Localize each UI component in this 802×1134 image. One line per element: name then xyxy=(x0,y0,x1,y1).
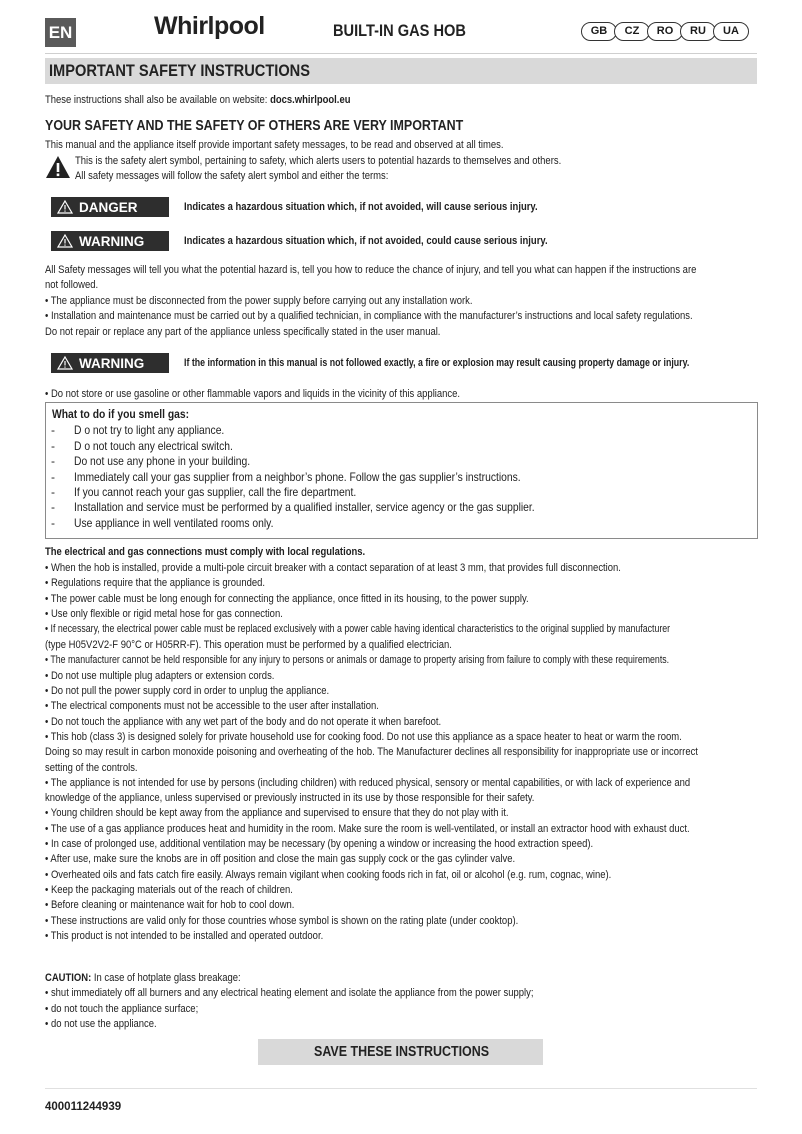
warning-fire-label: WARNING xyxy=(79,355,145,371)
intro-line-2: This is the safety alert symbol, pertaining to safety, which alerts users to potential hazards to themselves and others. xyxy=(75,155,562,167)
warning-triangle-icon xyxy=(57,200,73,214)
country-code-ru: RU xyxy=(680,22,716,41)
country-code-cz: CZ xyxy=(614,22,650,41)
bullet-line: setting of the controls. xyxy=(45,762,138,774)
intro-line-3: All safety messages will follow the safety alert symbol and either the terms: xyxy=(75,170,389,182)
bullet-installation-cont: Do not repair or replace any part of the appliance unless specifically stated in the user manual. xyxy=(45,326,441,338)
gas-item: - Use appliance in well ventilated rooms only. xyxy=(51,516,274,530)
caution-text: In case of hotplate glass breakage: xyxy=(91,972,241,984)
bullet-line: • This hob (class 3) is designed solely for private household use for cooking food. Do not use this appliance as a space heater to heat or warm the room. xyxy=(45,731,682,743)
safety-alert-icon xyxy=(45,155,71,179)
bullet-line: • Use only flexible or rigid metal hose for gas connection. xyxy=(45,608,283,620)
brand-logo: Whirlpool xyxy=(154,12,265,40)
smell-gas-box xyxy=(45,402,758,539)
warning-label: WARNING xyxy=(79,233,145,249)
bullet-disconnect: • The appliance must be disconnected from the power supply before carrying out any installation work. xyxy=(45,295,473,307)
country-code-ua: UA xyxy=(713,22,749,41)
bullet-line: • Overheated oils and fats catch fire easily. Always remain vigilant when cooking foods rich in fat, oil or alcohol (e.g. rum, cognac, wine). xyxy=(45,869,612,881)
warning-triangle-icon xyxy=(57,234,73,248)
gas-item: - D o not touch any electrical switch. xyxy=(51,439,233,453)
bullet-line: (type H05V2V2-F 90°C or H05RR-F). This operation must be performed by a qualified electrician. xyxy=(45,639,452,651)
gas-item: - Immediately call your gas supplier from a neighbor’s phone. Follow the gas supplier’s instructions. xyxy=(51,470,521,484)
footer-divider xyxy=(45,1088,757,1089)
gas-item: - Do not use any phone in your building. xyxy=(51,454,251,468)
all-safety-line-1: All Safety messages will tell you what the potential hazard is, tell you how to reduce the chance of injury, and tell you what can happen if the instructions are xyxy=(45,264,697,276)
bullet-line: • The appliance is not intended for use by persons (including children) with reduced physical, sensory or mental capabilities, or with lack of experience and xyxy=(45,777,691,789)
caution-item: • do not touch the appliance surface; xyxy=(45,1003,199,1015)
caution-line xyxy=(45,971,272,987)
product-title: BUILT-IN GAS HOB xyxy=(333,21,466,40)
bullet-line: • When the hob is installed, provide a multi-pole circuit breaker with a contact separation of at least 3 mm, that provides full disconnection. xyxy=(45,562,621,574)
intro-line-1: This manual and the appliance itself provide important safety messages, to be read and observed at all times. xyxy=(45,139,504,151)
danger-badge xyxy=(51,197,169,217)
website-prefix: These instructions shall also be available on website: xyxy=(45,94,271,106)
bullet-line: • This product is not intended to be installed and operated outdoor. xyxy=(45,930,324,942)
bullet-line: • After use, make sure the knobs are in off position and close the main gas supply cock or the gas cylinder valve. xyxy=(45,853,516,865)
website-line xyxy=(45,93,400,109)
safety-subheading: YOUR SAFETY AND THE SAFETY OF OTHERS ARE VERY IMPORTANT xyxy=(45,118,464,134)
bullet-line: • Keep the packaging materials out of the reach of children. xyxy=(45,884,293,896)
website-url[interactable]: docs.whirlpool.eu xyxy=(270,94,351,106)
country-codes xyxy=(581,22,746,41)
bullet-line: • The power cable must be long enough for connecting the appliance, once fitted in its housing, to the power supply. xyxy=(45,593,529,605)
bullet-line: • Before cleaning or maintenance wait for hob to cool down. xyxy=(45,899,295,911)
language-badge: EN xyxy=(45,18,76,47)
bullet-line: • Do not touch the appliance with any wet part of the body and do not operate it when barefoot. xyxy=(45,716,442,728)
bullet-line: • Do not pull the power supply cord in order to unplug the appliance. xyxy=(45,685,330,697)
bullet-line: • The manufacturer cannot be held responsible for any injury to persons or animals or damage to property arising from failure to comply with these requirements. xyxy=(45,654,670,666)
electrical-heading: The electrical and gas connections must comply with local regulations. xyxy=(45,546,366,558)
warning-fire-description: If the information in this manual is not followed exactly, a fire or explosion may result causing property damage or injury. xyxy=(184,357,690,369)
bullet-line: • If necessary, the electrical power cable must be replaced exclusively with a power cable having identical characteristics to the original supplied by manufacturer xyxy=(45,623,671,635)
gas-item: - If you cannot reach your gas supplier, call the fire department. xyxy=(51,485,357,499)
danger-description: Indicates a hazardous situation which, if not avoided, will cause serious injury. xyxy=(184,201,538,213)
bullet-line: • The electrical components must not be accessible to the user after installation. xyxy=(45,700,379,712)
smell-gas-title: What to do if you smell gas: xyxy=(52,407,190,421)
bullet-line: knowledge of the appliance, unless supervised or previously instructed in its use by those responsible for their safety. xyxy=(45,792,535,804)
caution-item: • shut immediately off all burners and any electrical heating element and isolate the appliance from the power supply; xyxy=(45,987,534,999)
gas-item: - D o not try to light any appliance. xyxy=(51,423,225,437)
country-code-gb: GB xyxy=(581,22,617,41)
bullet-line: • Young children should be kept away from the appliance and supervised to ensure that they do not play with it. xyxy=(45,807,509,819)
document-number: 400011244939 xyxy=(45,1101,122,1113)
warning-badge-fire xyxy=(51,353,169,373)
bullet-line: • Regulations require that the appliance is grounded. xyxy=(45,577,265,589)
main-title: IMPORTANT SAFETY INSTRUCTIONS xyxy=(49,61,311,80)
bullet-line: • The use of a gas appliance produces heat and humidity in the room. Make sure the room is well-ventilated, or install an extractor hood with exhaust duct. xyxy=(45,823,690,835)
warning-triangle-icon xyxy=(57,356,73,370)
bullet-line: • Do not use multiple plug adapters or extension cords. xyxy=(45,670,275,682)
gas-item: - Installation and service must be performed by a qualified installer, service agency or the gas supplier. xyxy=(51,500,535,514)
bullet-line: • These instructions are valid only for those countries whose symbol is shown on the rating plate (under cooktop). xyxy=(45,915,519,927)
warning-description: Indicates a hazardous situation which, if not avoided, could cause serious injury. xyxy=(184,235,548,247)
bullet-installation: • Installation and maintenance must be carried out by a qualified technician, in compliance with the manufacturer’s instructions and local safety regulations. xyxy=(45,310,693,322)
all-safety-line-2: not followed. xyxy=(45,279,99,291)
danger-label: DANGER xyxy=(79,199,138,215)
caution-item: • do not use the appliance. xyxy=(45,1018,157,1030)
save-instructions: SAVE THESE INSTRUCTIONS xyxy=(314,1044,490,1060)
bullet-gasoline: • Do not store or use gasoline or other flammable vapors and liquids in the vicinity of this appliance. xyxy=(45,388,461,400)
header-divider xyxy=(45,53,757,54)
warning-badge xyxy=(51,231,169,251)
bullet-line: Doing so may result in carbon monoxide poisoning and overheating of the hob. The Manufacturer declines all responsibility for inappropriate use or incorrect xyxy=(45,746,698,758)
bullet-line: • In case of prolonged use, additional ventilation may be necessary (by opening a window or increasing the hood extraction speed). xyxy=(45,838,594,850)
country-code-ro: RO xyxy=(647,22,683,41)
caution-label: CAUTION: xyxy=(45,972,92,984)
